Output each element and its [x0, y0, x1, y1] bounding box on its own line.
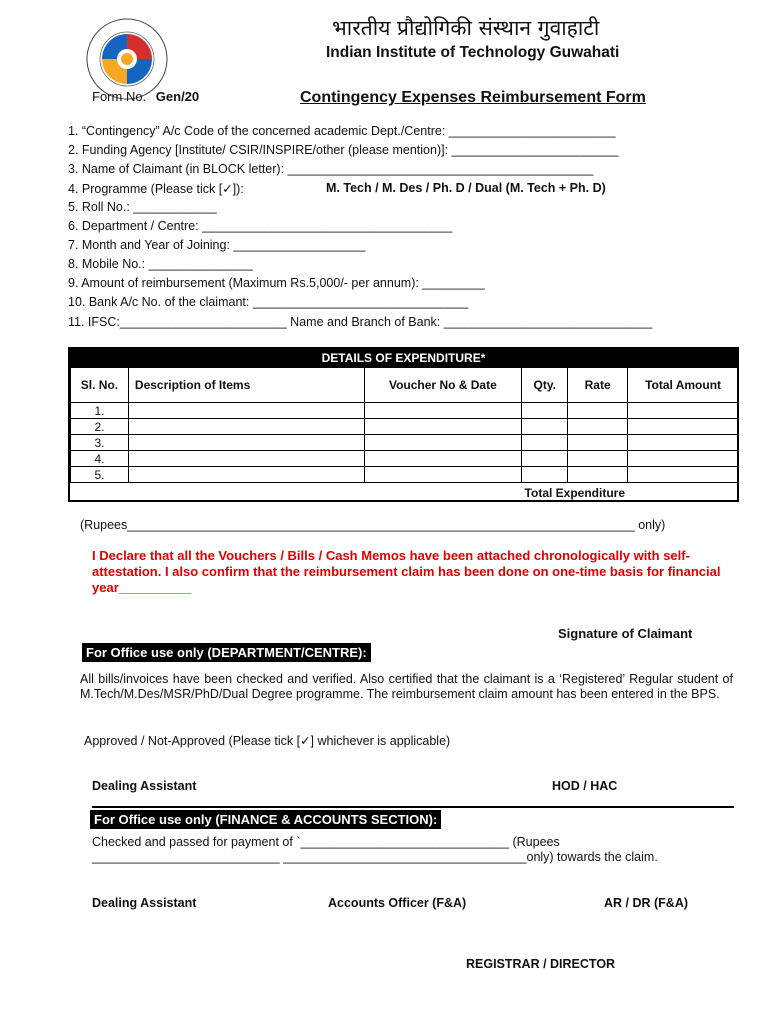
cell[interactable]	[128, 435, 364, 451]
cell[interactable]	[628, 467, 739, 483]
cell[interactable]	[128, 467, 364, 483]
table-row	[71, 419, 739, 435]
hod-hac: HOD / HAC	[552, 779, 618, 793]
programme-options[interactable]: M. Tech / M. Des / Ph. D / Dual (M. Tech + Ph. D)	[326, 181, 606, 195]
col-description: Description of Items	[128, 368, 364, 403]
row-sl-no: 2.	[71, 419, 129, 435]
cell[interactable]	[628, 435, 739, 451]
cell[interactable]	[128, 419, 364, 435]
row-sl-no: 4.	[71, 451, 129, 467]
expenditure-table	[68, 347, 739, 502]
cell[interactable]	[364, 451, 522, 467]
col-voucher: Voucher No & Date	[364, 368, 522, 403]
cell[interactable]	[568, 435, 628, 451]
cell[interactable]	[522, 435, 568, 451]
cell[interactable]	[364, 467, 522, 483]
row-sl-no: 1.	[71, 403, 129, 419]
field-6[interactable]: 6. Department / Centre: ____________________________________	[68, 219, 453, 233]
field-5[interactable]: 5. Roll No.: ____________	[68, 200, 217, 214]
col-qty: Qty.	[522, 368, 568, 403]
cell[interactable]	[364, 419, 522, 435]
table-row	[71, 435, 739, 451]
finance-dealing-assistant: Dealing Assistant	[92, 896, 197, 910]
dept-certification: All bills/invoices have been checked and verified. Also certified that the claimant is a ‘Registered’ Regular student of M.Tech/M.Des/MSR/PhD/Dual Degree programme. The reimbursement claim amount has been entered in the BPS.	[80, 672, 733, 701]
field-8[interactable]: 8. Mobile No.: _______________	[68, 257, 253, 271]
row-sl-no: 5.	[71, 467, 129, 483]
ar-dr: AR / DR (F&A)	[604, 896, 689, 910]
rupees-in-words[interactable]: (Rupees_________________________________________________________________________ only)	[80, 518, 666, 532]
dept-dealing-assistant: Dealing Assistant	[92, 779, 197, 793]
approval-line[interactable]: Approved / Not-Approved (Please tick [✓] whichever is applicable)	[84, 734, 451, 748]
iitg-logo	[86, 18, 168, 100]
col-total-amount: Total Amount	[628, 368, 739, 403]
cell[interactable]	[522, 419, 568, 435]
field-1[interactable]: 1. “Contingency” A/c Code of the concerned academic Dept./Centre: ________________________	[68, 124, 616, 138]
total-expenditure-label: Total Expenditure	[524, 486, 625, 500]
dept-office-heading: For Office use only (DEPARTMENT/CENTRE):	[82, 643, 371, 662]
field-3[interactable]: 3. Name of Claimant (in BLOCK letter): ____________________________________________	[68, 162, 594, 176]
cell[interactable]	[128, 403, 364, 419]
payment-line-2[interactable]: ___________________________ ___________________________________only) towards the claim.	[92, 850, 658, 864]
cell[interactable]	[128, 451, 364, 467]
cell[interactable]	[628, 451, 739, 467]
table-row	[71, 403, 739, 419]
section-divider	[92, 806, 734, 808]
cell[interactable]	[628, 403, 739, 419]
form-no-label: Form No.	[92, 89, 147, 104]
form-number	[92, 89, 199, 104]
field-11[interactable]: 11. IFSC:________________________ Name and Branch of Bank: ______________________________	[68, 315, 653, 329]
expenditure-title: DETAILS OF EXPENDITURE*	[70, 349, 737, 367]
col-rate: Rate	[568, 368, 628, 403]
col-sl-no: Sl. No.	[71, 368, 129, 403]
institute-name: Indian Institute of Technology Guwahati	[326, 44, 620, 61]
cell[interactable]	[364, 435, 522, 451]
field-7[interactable]: 7. Month and Year of Joining: ___________________	[68, 238, 366, 252]
institute-name-hindi: भारतीय प्रौद्योगिकी संस्थान गुवाहाटी	[332, 16, 600, 40]
field-9[interactable]: 9. Amount of reimbursement (Maximum Rs.5,000/- per annum): _________	[68, 276, 485, 290]
field-4-label: 4. Programme (Please tick [✓]):	[68, 182, 244, 196]
declaration-text: I Declare that all the Vouchers / Bills / Cash Memos have been attached chronologically with self-attestation. I also confirm that the reimbursement claim has been done on one-time basis for financial year__________	[92, 548, 721, 595]
cell[interactable]	[568, 403, 628, 419]
cell[interactable]	[522, 403, 568, 419]
cell[interactable]	[568, 451, 628, 467]
form-no-value: Gen/20	[155, 89, 200, 104]
cell[interactable]	[364, 403, 522, 419]
field-2[interactable]: 2. Funding Agency [Institute/ CSIR/INSPIRE/other (please mention)]: ________________________	[68, 143, 619, 157]
table-row	[71, 451, 739, 467]
signature-claimant: Signature of Claimant	[558, 626, 693, 641]
cell[interactable]	[628, 419, 739, 435]
cell[interactable]	[568, 419, 628, 435]
expenditure-header-row	[71, 368, 739, 403]
payment-line-1[interactable]: Checked and passed for payment of `______________________________ (Rupees	[92, 835, 560, 849]
finance-office-heading: For Office use only (FINANCE & ACCOUNTS SECTION):	[90, 810, 441, 829]
form-title: Contingency Expenses Reimbursement Form	[300, 89, 646, 106]
accounts-officer: Accounts Officer (F&A)	[328, 896, 467, 910]
table-row	[71, 467, 739, 483]
cell[interactable]	[568, 467, 628, 483]
cell[interactable]	[522, 451, 568, 467]
registrar-director: REGISTRAR / DIRECTOR	[466, 957, 616, 971]
field-10[interactable]: 10. Bank A/c No. of the claimant: _______________________________	[68, 295, 469, 309]
cell[interactable]	[522, 467, 568, 483]
row-sl-no: 3.	[71, 435, 129, 451]
field-4[interactable]	[68, 181, 668, 196]
